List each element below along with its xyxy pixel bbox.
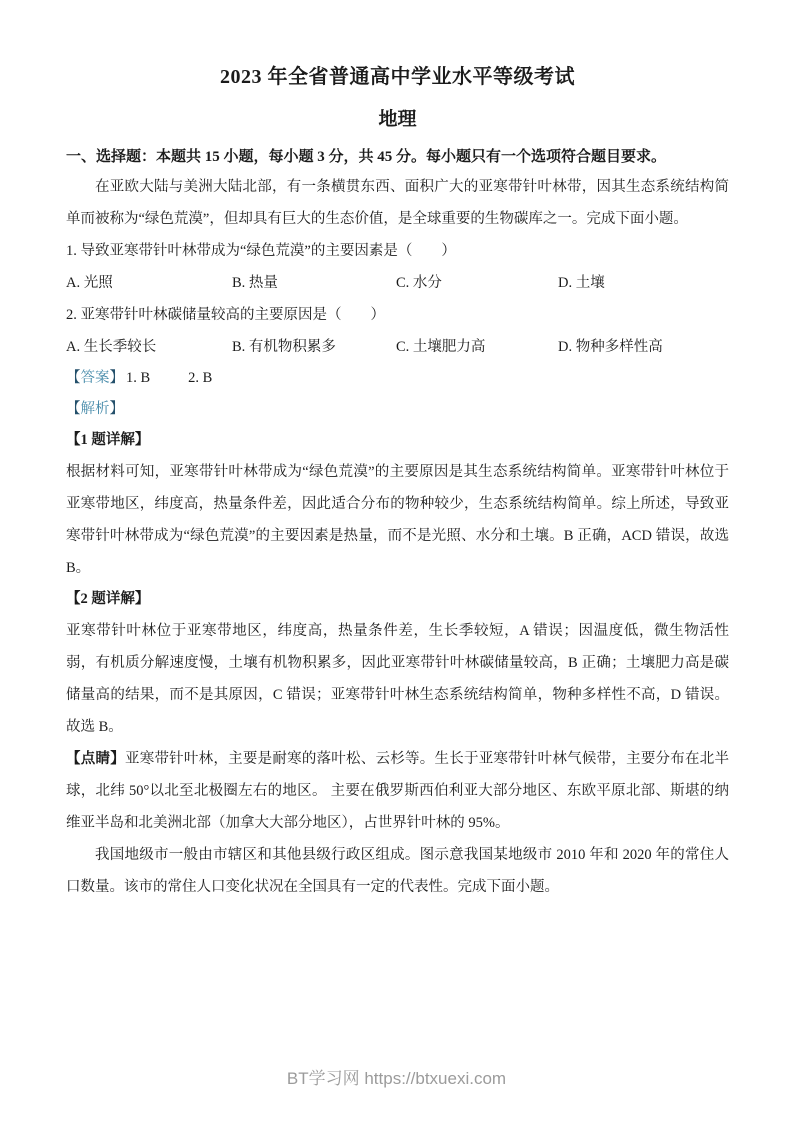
question-2-option-c: C. 土壤肥力高 bbox=[396, 339, 486, 355]
answer-values bbox=[126, 363, 212, 394]
tip-paragraph bbox=[66, 743, 729, 839]
explanation-1-label: 【1 题详解】 bbox=[66, 432, 150, 448]
explanation-2-text: 亚寒带针叶林位于亚寒带地区，纬度高，热量条件差，生长季较短，A 错误；因温度低，微生物活性弱，有机质分解速度慢，土壤有机物积累多，因此亚寒带针叶林碳储量较高，B 正确；土壤肥力高是碳储量高的结果，而不是其原因，C 错误；亚寒带针叶林生态系统结构简单，物种多样性不高，D 错误。故选 B。 bbox=[66, 623, 729, 735]
question-1-stem: 1. 导致亚寒带针叶林带成为“绿色荒漠”的主要因素是（ ） bbox=[66, 243, 456, 259]
explanation-2-label: 【2 题详解】 bbox=[66, 591, 150, 607]
answer-tag-close-bracket: 】 bbox=[109, 370, 124, 386]
question-2-option-b: B. 有机物积累多 bbox=[232, 339, 336, 355]
tip-label: 【点睛】 bbox=[66, 751, 125, 767]
exam-title: 2023 年全省普通高中学业水平等级考试 bbox=[220, 66, 575, 88]
watermark: BT学习网 https://btxuexi.com bbox=[286, 1069, 507, 1088]
answer-tag-label: 答案 bbox=[80, 370, 110, 386]
question-1-option-a: A. 光照 bbox=[66, 275, 113, 291]
question-1-option-d: D. 土壤 bbox=[558, 275, 605, 291]
intro-passage-2: 我国地级市一般由市辖区和其他县级行政区组成。图示意我国某地级市 2010 年和 2020 年的常住人口数量。该市的常住人口变化状况在全国具有一定的代表性。完成下面小题。 bbox=[66, 847, 729, 895]
tip-text: 亚寒带针叶林，主要是耐寒的落叶松、云杉等。生长于亚寒带针叶林气候带，主要分布在北半球，北纬 50°以北至北极圈左右的地区。 主要在俄罗斯西伯利亚大部分地区、东欧平原北部、斯堪的纳维亚半岛和北美洲北部（加拿大大部分地区），占世界针叶林的 95%。 bbox=[66, 751, 730, 831]
question-1-option-b: B. 热量 bbox=[232, 275, 278, 291]
analysis-tag-close-bracket: 】 bbox=[109, 401, 124, 417]
analysis-tag-label: 解析 bbox=[80, 401, 110, 417]
question-2-option-d: D. 物种多样性高 bbox=[558, 339, 663, 355]
explanation-1-text: 根据材料可知，亚寒带针叶林带成为“绿色荒漠”的主要原因是其生态系统结构简单。亚寒带针叶林位于亚寒带地区，纬度高，热量条件差，因此适合分布的物种较少，生态系统结构简单。综上所述，导致亚寒带针叶林带成为“绿色荒漠”的主要因素是热量，而不是光照、水分和土壤。B 正确，ACD 错误，故选 B。 bbox=[66, 464, 729, 576]
question-2-options bbox=[66, 331, 729, 363]
analysis-line bbox=[66, 394, 729, 425]
answer-tag-open-bracket: 【 bbox=[66, 370, 81, 386]
answer-value-1: 1. B bbox=[126, 370, 151, 386]
answer-value-2: 2. B bbox=[188, 370, 213, 386]
analysis-tag-open-bracket: 【 bbox=[66, 401, 81, 417]
exam-subject: 地理 bbox=[378, 109, 417, 130]
document-content bbox=[66, 0, 729, 903]
question-2-stem: 2. 亚寒带针叶林碳储量较高的主要原因是（ ） bbox=[66, 307, 385, 323]
answer-line bbox=[66, 363, 729, 394]
analysis-tag bbox=[66, 401, 124, 417]
answer-tag bbox=[66, 370, 124, 386]
question-1-options bbox=[66, 267, 729, 299]
question-2-option-a: A. 生长季较长 bbox=[66, 339, 157, 355]
question-1-option-c: C. 水分 bbox=[396, 275, 442, 291]
section-header: 一、选择题：本题共 15 小题，每小题 3 分，共 45 分。每小题只有一个选项符合题目要求。 bbox=[66, 149, 667, 165]
intro-passage-1: 在亚欧大陆与美洲大陆北部，有一条横贯东西、面积广大的亚寒带针叶林带，因其生态系统结构简单而被称为“绿色荒漠”，但却具有巨大的生态价值，是全球重要的生物碳库之一。完成下面小题。 bbox=[66, 179, 729, 227]
